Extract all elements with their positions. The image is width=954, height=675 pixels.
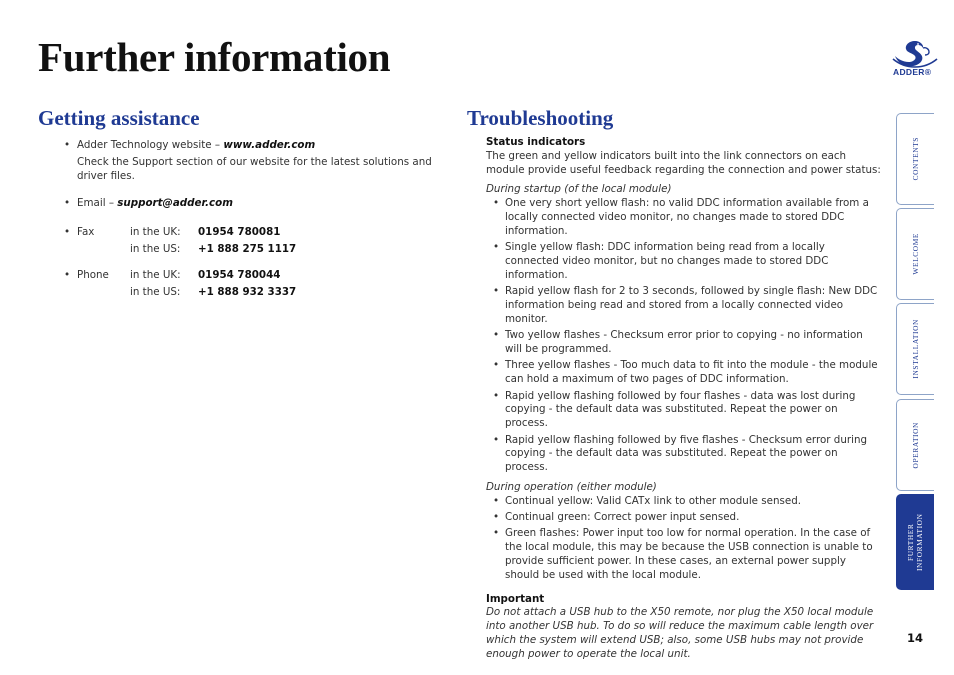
list-item: • Rapid yellow flashing followed by four flashes - data was lost during copying - the default data was substituted. Repeat the power on process. xyxy=(486,390,881,431)
important-heading: Important xyxy=(486,592,545,605)
tab-welcome[interactable] xyxy=(896,208,934,300)
page-title: Further information xyxy=(38,34,391,80)
list-item: • Continual green: Correct power input sensed. xyxy=(486,511,881,525)
startup-heading: During startup (of the local module) xyxy=(486,183,672,196)
fax-item xyxy=(64,224,454,257)
tab-label: CONTENTS xyxy=(911,137,920,181)
phone-item xyxy=(64,267,454,300)
page-number: 14 xyxy=(907,631,924,645)
assistance-section xyxy=(64,139,454,312)
tab-label: WELCOME xyxy=(911,233,920,275)
list-item: • Single yellow flash: DDC information being read from a locally connected video monitor, but no changes made to stored DDC information. xyxy=(486,241,881,282)
troubleshooting-heading: Troubleshooting xyxy=(467,106,614,130)
status-intro: The green and yellow indicators built into the link connectors on each module provide useful feedback regarding the connection and power status: xyxy=(486,149,881,176)
tab-label: INSTALLATION xyxy=(911,319,920,379)
operation-heading: During operation (either module) xyxy=(486,480,657,493)
bullet: • xyxy=(64,226,71,239)
list-item: • Continual yellow: Valid CATx link to other module sensed. xyxy=(486,495,881,509)
email-item xyxy=(64,197,454,211)
list-item: • Rapid yellow flash for 2 to 3 seconds, followed by single flash: New DDC information being read and stored from a locally connected video monitor. xyxy=(486,285,881,326)
website-label: Adder Technology website – xyxy=(77,139,224,151)
uk-label: in the UK: xyxy=(130,269,181,282)
status-indicators-heading: Status indicators xyxy=(486,136,586,148)
tab-contents[interactable] xyxy=(896,113,934,205)
fax-uk-number: 01954 780081 xyxy=(198,226,281,239)
operation-list xyxy=(486,495,881,583)
fax-us-number: +1 888 275 1117 xyxy=(198,242,297,255)
list-item: • One very short yellow flash: no valid DDC information available from a locally connected video monitor, no changes made to stored DDC information. xyxy=(486,197,881,238)
uk-label: in the UK: xyxy=(130,226,181,239)
phone-label: Phone xyxy=(77,269,109,282)
list-item: • Three yellow flashes - Too much data to fit into the module - the module can hold a maximum of two pages of DDC information. xyxy=(486,359,881,387)
tab-further-information[interactable] xyxy=(896,494,934,590)
us-label: in the US: xyxy=(130,242,181,255)
logo-text: ADDER® xyxy=(893,67,932,77)
phone-uk-number: 01954 780044 xyxy=(198,269,281,282)
important-text: Do not attach a USB hub to the X50 remote, nor plug the X50 local module into another USB hub. To do so will reduce the maximum cable length over which the system will extend USB; also, some USB hubs may not provide enough power to operate the local unit. xyxy=(486,606,874,660)
list-item: • Rapid yellow flashing followed by five flashes - Checksum error during copying - the default data was substituted. Repeat the power on process. xyxy=(486,434,881,475)
tab-label: FURTHER INFORMATION xyxy=(905,513,924,571)
email-link[interactable]: support@adder.com xyxy=(117,197,233,210)
list-item: • Green flashes: Power input too low for normal operation. In the case of the local module, this may be because the USB connection is unable to provide sufficient power. In these cases, an external power supply should be used with the local module. xyxy=(486,527,881,582)
tab-label: OPERATION xyxy=(911,421,920,469)
troubleshooting-section xyxy=(486,136,881,662)
bullet: • xyxy=(64,197,71,210)
bullet: • xyxy=(64,269,71,282)
getting-assistance-heading: Getting assistance xyxy=(38,106,200,130)
bullet: • xyxy=(64,139,71,151)
startup-list xyxy=(486,197,881,475)
phone-us-number: +1 888 932 3337 xyxy=(198,285,297,298)
tab-operation[interactable] xyxy=(896,399,934,491)
us-label: in the US: xyxy=(130,285,181,298)
tab-installation[interactable] xyxy=(896,303,934,395)
website-item xyxy=(64,139,454,183)
website-link[interactable]: www.adder.com xyxy=(223,139,316,151)
list-item: • Two yellow flashes - Checksum error prior to copying - no information will be programmed. xyxy=(486,329,881,357)
email-label: Email – xyxy=(77,197,118,210)
website-description: Check the Support section of our website for the latest solutions and driver files. xyxy=(77,155,432,182)
fax-label: Fax xyxy=(77,226,95,239)
